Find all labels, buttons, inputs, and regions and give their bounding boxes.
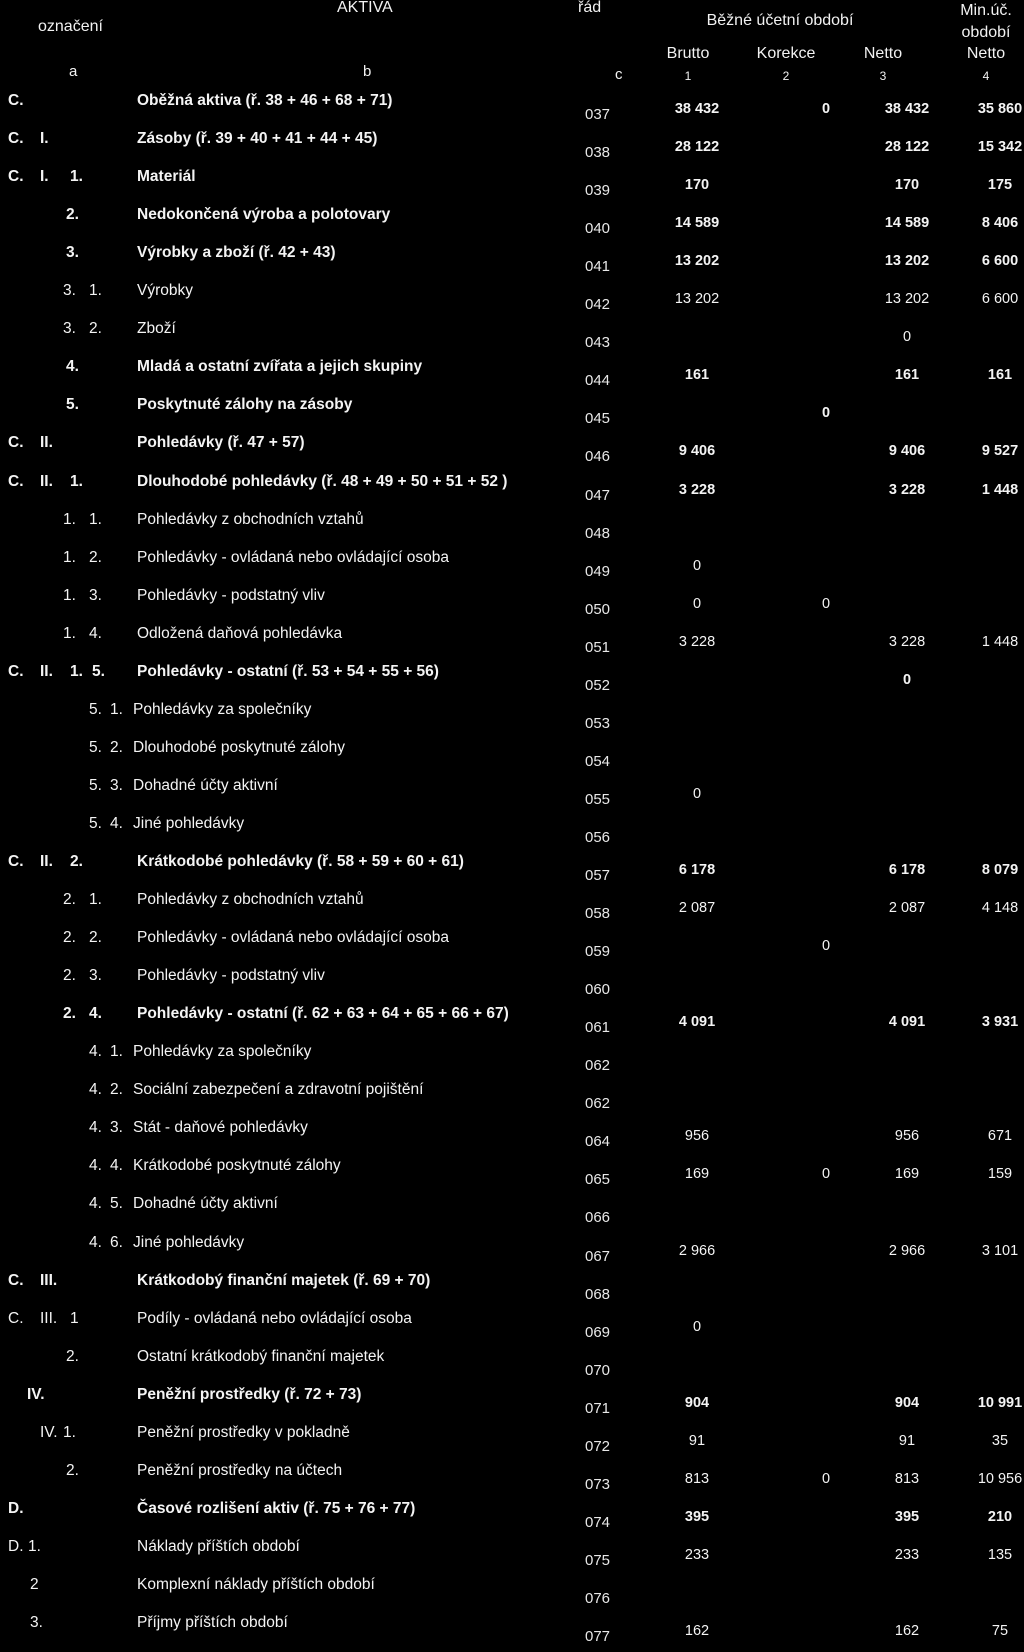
row-mark-item: 2. <box>63 1005 76 1023</box>
row-mark-subsub: 4. <box>110 1157 123 1175</box>
row-code: 075 <box>585 1551 611 1569</box>
row-mark-item: 1. <box>63 586 76 604</box>
prev-netto-value: 159 <box>987 1166 1013 1183</box>
row-label: Pohledávky - podstatný vliv <box>137 967 325 985</box>
row-mark-group: III. <box>40 1271 58 1289</box>
row-mark-subsub: 2. <box>110 738 123 756</box>
row-label: Nedokončená výroba a polotovary <box>137 206 391 224</box>
row-mark-item: 2. <box>66 206 79 224</box>
netto-value: 6 178 <box>888 862 926 878</box>
table-row <box>0 1538 1024 1576</box>
row-mark-sub: 2. <box>89 320 102 338</box>
row-mark-sub: 4. <box>89 1005 102 1023</box>
netto-value: 4 091 <box>888 1014 926 1031</box>
prev-netto-value: 3 101 <box>981 1242 1019 1259</box>
prev-netto-value: 3 931 <box>981 1014 1019 1031</box>
row-mark-item: 5. <box>66 396 79 414</box>
table-row <box>0 625 1024 663</box>
row-code: 070 <box>585 1361 611 1379</box>
row-label: Dohadné účty aktivní <box>133 1195 278 1213</box>
row-code: 072 <box>585 1437 611 1455</box>
prev-netto-value: 8 079 <box>981 862 1019 878</box>
prev-netto-value: 9 527 <box>981 443 1019 460</box>
header-korekce: Korekce <box>756 45 816 62</box>
table-row <box>0 1462 1024 1500</box>
brutto-value: 0 <box>692 595 702 612</box>
col-num-1: 1 <box>684 69 692 83</box>
row-mark-subsub: 1. <box>110 700 123 718</box>
row-label: Peněžní prostředky v pokladně <box>137 1423 350 1441</box>
brutto-value: 3 228 <box>678 633 716 650</box>
row-label: Ostatní krátkodobý finanční majetek <box>137 1347 385 1365</box>
prev-netto-value: 1 448 <box>981 633 1019 650</box>
row-code: 068 <box>585 1285 611 1303</box>
row-label: Odložená daňová pohledávka <box>137 624 343 642</box>
row-code: 073 <box>585 1475 611 1493</box>
header-rad: řád <box>578 0 602 16</box>
brutto-value: 0 <box>692 1318 702 1335</box>
netto-value: 162 <box>894 1623 920 1639</box>
netto-value: 233 <box>894 1546 920 1563</box>
netto-value: 395 <box>894 1508 920 1525</box>
row-mark-subsub: 3. <box>110 1119 123 1137</box>
table-row <box>0 777 1024 815</box>
netto-value: 813 <box>894 1470 920 1487</box>
brutto-value: 28 122 <box>674 139 720 156</box>
prev-netto-value: 4 148 <box>981 900 1019 917</box>
row-mark-subsub: 4. <box>110 814 123 832</box>
row-code: 044 <box>585 372 611 390</box>
row-mark-sub: 4. <box>89 1157 102 1175</box>
header-brutto: Brutto <box>666 45 710 62</box>
korekce-value: 0 <box>821 405 831 422</box>
row-code: 065 <box>585 1171 611 1189</box>
row-code: 074 <box>585 1513 611 1531</box>
header-minule-2: období <box>961 24 1011 41</box>
header-aktiva: AKTIVA <box>337 0 393 16</box>
row-mark-item: 1. <box>63 510 76 528</box>
korekce-value: 0 <box>821 1166 831 1183</box>
row-mark-group: 3. <box>30 1614 43 1631</box>
row-mark-item: 2. <box>66 1347 79 1365</box>
row-code: 050 <box>585 600 611 618</box>
row-label: Sociální zabezpečení a zdravotní pojištění <box>133 1081 424 1099</box>
row-mark-sub: 5. <box>89 776 102 794</box>
brutto-value: 395 <box>684 1508 710 1525</box>
row-mark-group: I. <box>40 168 49 186</box>
row-code: 066 <box>585 1209 611 1227</box>
table-row <box>0 739 1024 777</box>
row-label: Zboží <box>137 320 176 338</box>
row-label: Výrobky a zboží (ř. 42 + 43) <box>137 244 336 262</box>
row-code: 057 <box>585 867 611 884</box>
row-mark-sub: 4. <box>89 1043 102 1061</box>
table-row <box>0 1043 1024 1081</box>
row-label: Pohledávky za společníky <box>133 700 312 718</box>
row-mark-section: C. <box>8 434 24 452</box>
row-code: 062 <box>585 1095 611 1113</box>
prev-netto-value: 8 406 <box>981 215 1019 232</box>
netto-value: 904 <box>894 1394 920 1411</box>
prev-netto-value: 210 <box>987 1508 1013 1525</box>
row-label: Krátkodobé poskytnuté zálohy <box>133 1157 341 1175</box>
netto-value: 169 <box>894 1166 920 1183</box>
row-mark-subsub: 6. <box>110 1233 123 1251</box>
row-label: Dlouhodobé pohledávky (ř. 48 + 49 + 50 + 51 + 52 ) <box>137 472 508 490</box>
row-mark-item: 2. <box>63 929 76 947</box>
table-row <box>0 1119 1024 1157</box>
row-code: 055 <box>585 790 611 808</box>
row-mark-section: C. <box>8 1271 24 1289</box>
row-label: Příjmy příštích období <box>137 1614 288 1631</box>
row-mark-sub: 5. <box>89 814 102 832</box>
prev-netto-value: 135 <box>987 1546 1013 1563</box>
table-row <box>0 1157 1024 1195</box>
netto-value: 0 <box>902 671 912 688</box>
row-code: 052 <box>585 676 611 694</box>
prev-netto-value: 10 991 <box>977 1394 1023 1411</box>
row-code: 048 <box>585 524 611 542</box>
row-label: Pohledávky (ř. 47 + 57) <box>137 434 305 452</box>
row-code: 053 <box>585 714 611 732</box>
row-mark-group: IV. <box>40 1423 58 1441</box>
prev-netto-value: 15 342 <box>977 139 1023 156</box>
col-num-3: 3 <box>879 69 887 83</box>
row-label: Peněžní prostředky na účtech <box>137 1461 343 1479</box>
row-label: Jiné pohledávky <box>133 814 245 832</box>
table-row <box>0 815 1024 853</box>
row-mark-section: C. <box>8 472 24 490</box>
netto-value: 14 589 <box>884 215 930 232</box>
table-row <box>0 282 1024 320</box>
row-code: 054 <box>585 752 611 770</box>
brutto-value: 170 <box>684 177 710 194</box>
table-row <box>0 206 1024 244</box>
brutto-value: 161 <box>684 367 710 384</box>
table-row <box>0 1234 1024 1272</box>
table-row <box>0 929 1024 967</box>
row-mark-item: 1. <box>63 624 76 642</box>
row-mark-subsub: 2. <box>110 1081 123 1099</box>
row-label: Pohledávky - ovládaná nebo ovládající osoba <box>137 929 449 947</box>
row-label: Pohledávky z obchodních vztahů <box>137 891 364 909</box>
row-code: 059 <box>585 943 611 961</box>
table-row <box>0 587 1024 625</box>
prev-netto-value: 6 600 <box>981 253 1019 270</box>
col-letter-c: c <box>615 66 623 83</box>
brutto-value: 38 432 <box>674 101 720 117</box>
header-netto-prev: Netto <box>966 45 1006 62</box>
row-label: Jiné pohledávky <box>133 1233 245 1251</box>
prev-netto-value: 175 <box>987 177 1013 194</box>
row-mark-item: 1. <box>70 472 83 490</box>
row-mark-sub: 2. <box>89 548 102 566</box>
row-mark-section: C. <box>8 168 24 186</box>
row-mark-item: 1. <box>70 662 83 680</box>
table-row <box>0 244 1024 282</box>
row-code: 056 <box>585 828 611 846</box>
row-code: 045 <box>585 410 611 428</box>
row-label: Mladá a ostatní zvířata a jejich skupiny <box>137 358 423 376</box>
table-row <box>0 549 1024 587</box>
table-row <box>0 396 1024 434</box>
row-mark-sub: 2. <box>89 929 102 947</box>
row-code: 071 <box>585 1399 611 1417</box>
row-mark-sub: 3. <box>89 967 102 985</box>
brutto-value: 813 <box>684 1470 710 1487</box>
row-code: 069 <box>585 1323 611 1341</box>
row-label: Zásoby (ř. 39 + 40 + 41 + 44 + 45) <box>137 130 378 148</box>
netto-value: 13 202 <box>884 291 930 308</box>
row-code: 067 <box>585 1247 611 1265</box>
prev-netto-value: 35 <box>991 1432 1009 1449</box>
netto-value: 28 122 <box>884 139 930 156</box>
brutto-value: 13 202 <box>674 291 720 308</box>
row-code: 061 <box>585 1019 611 1037</box>
prev-netto-value: 1 448 <box>981 481 1019 498</box>
table-row <box>0 320 1024 358</box>
row-code: 051 <box>585 638 611 656</box>
table-row <box>0 1310 1024 1348</box>
row-mark-section: C. <box>8 662 24 680</box>
row-mark-group: 1. <box>28 1537 41 1555</box>
row-code: 049 <box>585 562 611 580</box>
table-row <box>0 1500 1024 1538</box>
prev-netto-value: 161 <box>987 367 1013 384</box>
table-row <box>0 1348 1024 1386</box>
table-row <box>0 967 1024 1005</box>
brutto-value: 14 589 <box>674 215 720 232</box>
row-mark-sub: 5. <box>92 662 105 680</box>
header-netto: Netto <box>863 45 903 62</box>
korekce-value: 0 <box>821 595 831 612</box>
row-code: 077 <box>585 1628 611 1645</box>
table-row <box>0 1195 1024 1233</box>
table-row <box>0 358 1024 396</box>
brutto-value: 0 <box>692 785 702 802</box>
row-mark-sub: 1. <box>89 510 102 528</box>
row-code: 043 <box>585 334 611 352</box>
netto-value: 0 <box>902 329 912 346</box>
row-label: Náklady příštích období <box>137 1537 300 1555</box>
table-row <box>0 1005 1024 1043</box>
table-row <box>0 168 1024 206</box>
brutto-value: 91 <box>688 1432 706 1449</box>
row-code: 040 <box>585 220 611 238</box>
row-mark-group: II. <box>40 662 53 680</box>
netto-value: 91 <box>898 1432 916 1449</box>
row-mark-sub: 5. <box>89 738 102 756</box>
netto-value: 2 087 <box>888 900 926 917</box>
row-mark-item: 2. <box>63 967 76 985</box>
row-label: Pohledávky - ovládaná nebo ovládající osoba <box>137 548 449 566</box>
row-mark-sub: 4. <box>89 1233 102 1251</box>
table-row <box>0 663 1024 701</box>
table-row <box>0 891 1024 929</box>
row-code: 046 <box>585 448 611 466</box>
netto-value: 170 <box>894 177 920 194</box>
prev-netto-value: 75 <box>991 1623 1009 1639</box>
row-mark-sub: 1. <box>89 891 102 909</box>
table-row <box>0 853 1024 891</box>
brutto-value: 904 <box>684 1394 710 1411</box>
netto-value: 38 432 <box>884 101 930 117</box>
row-mark-section: C. <box>8 130 24 148</box>
row-code: 062 <box>585 1057 611 1075</box>
netto-value: 956 <box>894 1128 920 1145</box>
table-row <box>0 434 1024 472</box>
row-mark-item: 4. <box>66 358 79 376</box>
table-row <box>0 1424 1024 1462</box>
brutto-value: 162 <box>684 1623 710 1639</box>
row-code: 076 <box>585 1589 611 1607</box>
row-mark-item: 2. <box>63 891 76 909</box>
row-code: 037 <box>585 106 611 123</box>
table-row <box>0 130 1024 168</box>
row-label: Pohledávky z obchodních vztahů <box>137 510 364 528</box>
row-label: Časové rozlišení aktiv (ř. 75 + 76 + 77) <box>137 1499 416 1517</box>
header-bezne-obdobi: Běžné účetní období <box>706 12 854 29</box>
row-label: Pohledávky - podstatný vliv <box>137 586 325 604</box>
row-mark-section: C. <box>8 1309 24 1327</box>
row-label: Komplexní náklady příštích období <box>137 1575 375 1593</box>
brutto-value: 956 <box>684 1128 710 1145</box>
row-mark-group: II. <box>40 853 53 870</box>
header-minule-1: Min.úč. <box>960 2 1012 19</box>
brutto-value: 2 966 <box>678 1242 716 1259</box>
row-label: Pohledávky - ostatní (ř. 62 + 63 + 64 + 65 + 66 + 67) <box>137 1005 509 1023</box>
col-letter-a: a <box>69 63 78 80</box>
row-mark-item: 2. <box>70 853 83 870</box>
row-mark-group: I. <box>40 130 49 148</box>
row-label: Stát - daňové pohledávky <box>133 1119 308 1137</box>
row-mark-section: D. <box>8 1537 24 1555</box>
row-mark-group: II. <box>40 434 53 452</box>
netto-value: 9 406 <box>888 443 926 460</box>
row-mark-item: 3. <box>66 244 79 262</box>
netto-value: 2 966 <box>888 1242 926 1259</box>
row-label: Krátkodobý finanční majetek (ř. 69 + 70) <box>137 1271 431 1289</box>
row-code: 039 <box>585 182 611 200</box>
row-mark-group: II. <box>40 472 53 490</box>
row-mark-group: 2 <box>30 1575 39 1593</box>
brutto-value: 169 <box>684 1166 710 1183</box>
col-num-4: 4 <box>982 69 990 83</box>
row-code: 058 <box>585 905 611 923</box>
table-row <box>0 701 1024 739</box>
row-label: Poskytnuté zálohy na zásoby <box>137 396 353 414</box>
table-row <box>0 511 1024 549</box>
row-mark-item: 3. <box>63 320 76 338</box>
prev-netto-value: 6 600 <box>981 291 1019 308</box>
row-code: 064 <box>585 1133 611 1151</box>
row-code: 041 <box>585 258 611 276</box>
brutto-value: 3 228 <box>678 481 716 498</box>
prev-netto-value: 10 956 <box>977 1470 1023 1487</box>
row-code: 060 <box>585 981 611 999</box>
row-label: Dlouhodobé poskytnuté zálohy <box>133 738 345 756</box>
row-mark-sub: 4. <box>89 1195 102 1213</box>
table-row <box>0 1081 1024 1119</box>
row-mark-section: D. <box>8 1499 24 1517</box>
row-mark-sub: 5. <box>89 700 102 718</box>
korekce-value: 0 <box>821 101 831 117</box>
table-row <box>0 92 1024 130</box>
brutto-value: 9 406 <box>678 443 716 460</box>
row-mark-item: 1. <box>63 548 76 566</box>
row-label: Oběžná aktiva (ř. 38 + 46 + 68 + 71) <box>137 92 393 109</box>
korekce-value: 0 <box>821 1470 831 1487</box>
row-label: Pohledávky - ostatní (ř. 53 + 54 + 55 + 56) <box>137 662 439 680</box>
row-mark-subsub: 3. <box>110 776 123 794</box>
brutto-value: 233 <box>684 1546 710 1563</box>
header-oznaceni: označení <box>38 18 103 35</box>
brutto-value: 13 202 <box>674 253 720 270</box>
row-mark-item: 1. <box>63 1423 76 1441</box>
col-num-2: 2 <box>782 69 790 83</box>
row-mark-sub: 3. <box>89 586 102 604</box>
netto-value: 3 228 <box>888 481 926 498</box>
row-label: Materiál <box>137 168 196 186</box>
row-mark-subsub: 5. <box>110 1195 123 1213</box>
row-mark-item: 1 <box>70 1309 79 1327</box>
row-code: 038 <box>585 144 611 162</box>
row-label: Peněžní prostředky (ř. 72 + 73) <box>137 1385 362 1403</box>
row-mark-section: C. <box>8 92 24 109</box>
brutto-value: 4 091 <box>678 1014 716 1031</box>
row-mark-section: C. <box>8 853 24 870</box>
row-mark-sub: 1. <box>89 282 102 300</box>
korekce-value: 0 <box>821 938 831 955</box>
row-label: Výrobky <box>137 282 193 300</box>
brutto-value: 2 087 <box>678 900 716 917</box>
brutto-value: 6 178 <box>678 862 716 878</box>
netto-value: 161 <box>894 367 920 384</box>
brutto-value: 0 <box>692 557 702 574</box>
col-letter-b: b <box>363 63 372 80</box>
row-label: Dohadné účty aktivní <box>133 776 278 794</box>
row-label: Krátkodobé pohledávky (ř. 58 + 59 + 60 + 61) <box>137 853 464 870</box>
row-code: 047 <box>585 486 611 504</box>
row-mark-item: 3. <box>63 282 76 300</box>
row-mark-sub: 4. <box>89 1119 102 1137</box>
row-code: 042 <box>585 296 611 314</box>
table-row <box>0 1272 1024 1310</box>
row-label: Pohledávky za společníky <box>133 1043 312 1061</box>
table-row <box>0 1576 1024 1614</box>
row-mark-subsub: 1. <box>110 1043 123 1061</box>
netto-value: 13 202 <box>884 253 930 270</box>
prev-netto-value: 671 <box>987 1128 1013 1145</box>
row-mark-group: III. <box>40 1309 58 1327</box>
table-row <box>0 473 1024 511</box>
netto-value: 3 228 <box>888 633 926 650</box>
table-row <box>0 1614 1024 1652</box>
row-label: Podíly - ovládaná nebo ovládající osoba <box>137 1309 412 1327</box>
table-row <box>0 1386 1024 1424</box>
row-mark-group: IV. <box>27 1385 45 1403</box>
prev-netto-value: 35 860 <box>977 101 1023 117</box>
row-mark-sub: 4. <box>89 624 102 642</box>
row-mark-item: 1. <box>70 168 83 186</box>
row-mark-item: 2. <box>66 1461 79 1479</box>
row-mark-sub: 4. <box>89 1081 102 1099</box>
